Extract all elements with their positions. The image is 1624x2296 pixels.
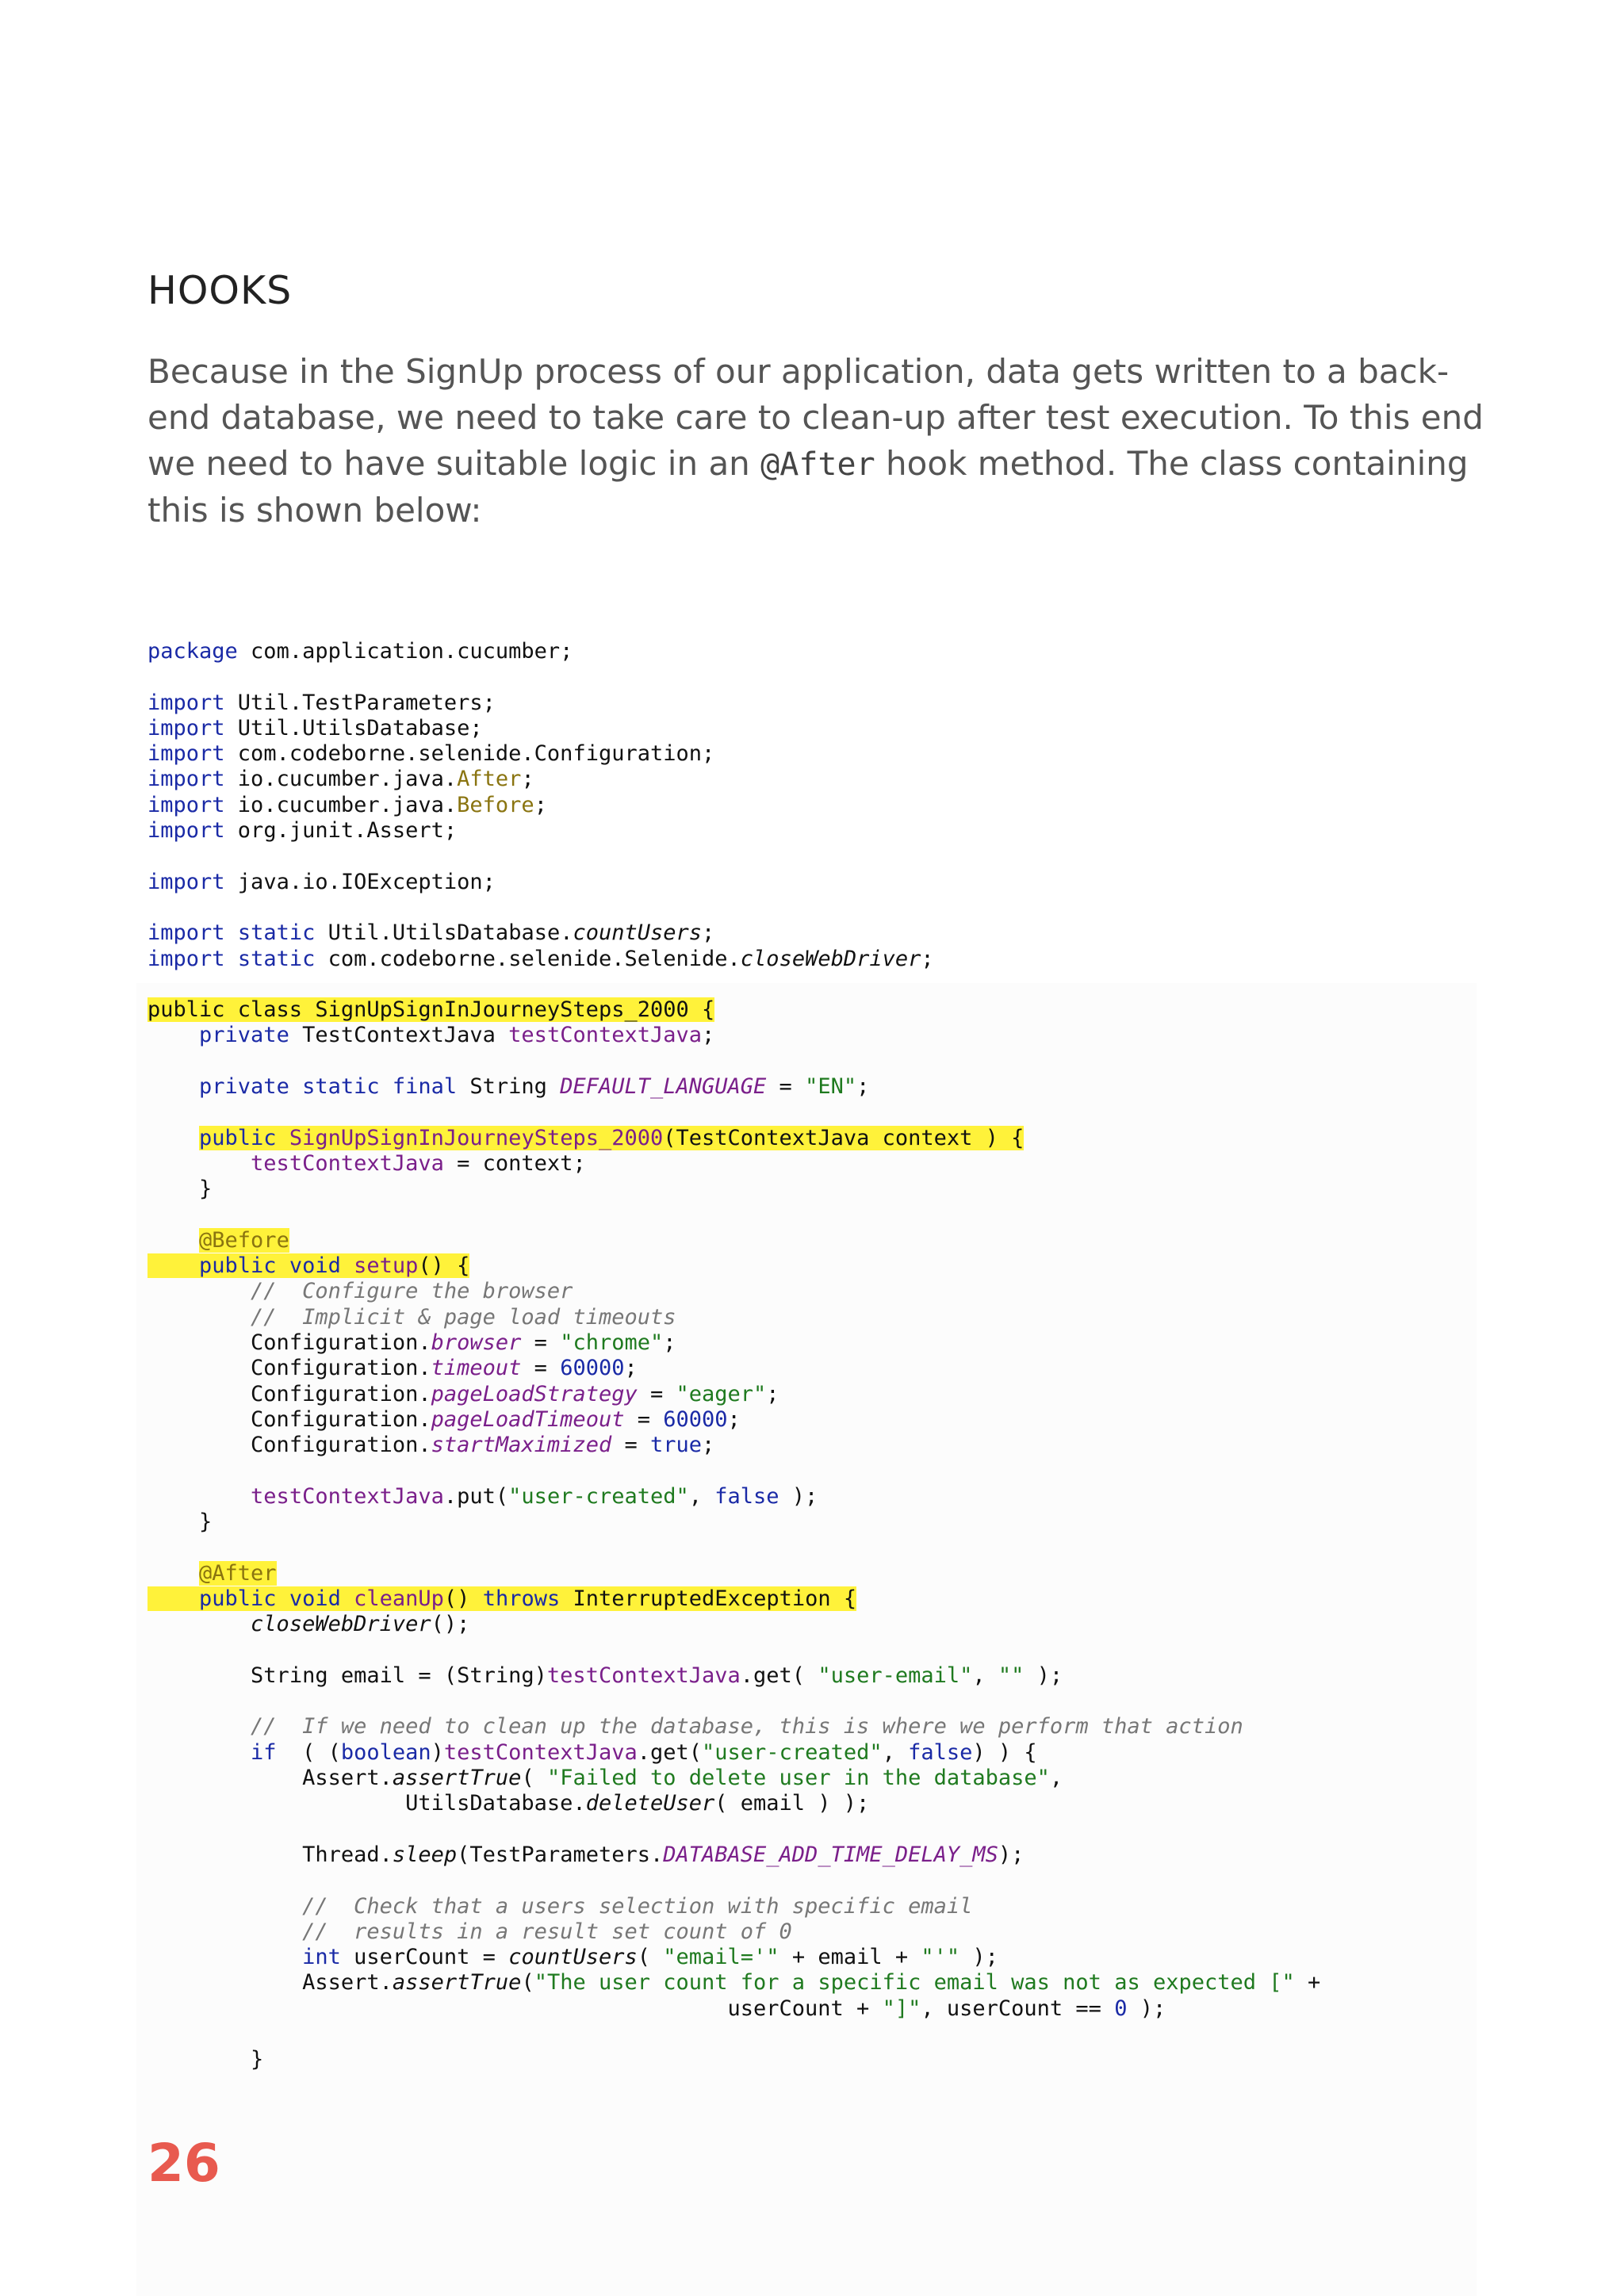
code-token: Util.TestParameters;	[224, 690, 496, 715]
code-token: "user-created"	[508, 1483, 689, 1509]
code-token: import	[147, 946, 225, 971]
code-token: import	[147, 920, 225, 946]
code-token: "Failed to delete user in the database"	[546, 1766, 1050, 1791]
code-token: pageLoadTimeout	[431, 1406, 625, 1432]
inline-code-after: @After	[760, 446, 875, 483]
code-token: DATABASE_ADD_TIME_DELAY_MS	[663, 1842, 998, 1867]
code-token: org.junit.Assert;	[224, 818, 458, 844]
code-line: testContextJava.put("user-created", false );	[251, 1483, 818, 1509]
code-line	[147, 870, 1320, 895]
code-line: import io.cucumber.java.After;	[147, 767, 534, 792]
code-token: DEFAULT_LANGUAGE	[560, 1074, 767, 1100]
code-token: }	[199, 1510, 213, 1535]
code-line	[147, 1177, 1320, 1202]
code-token: "EN"	[805, 1074, 857, 1100]
code-line: import static com.codeborne.selenide.Selenide.closeWebDriver;	[147, 946, 934, 971]
code-line	[147, 716, 1320, 741]
code-token: = context;	[443, 1150, 586, 1176]
code-token: // Implicit & page load timeouts	[251, 1304, 676, 1330]
section-heading: HOOKS	[147, 268, 293, 313]
code-token: // results in a result set count of 0	[302, 1919, 792, 1944]
code-token: @After	[199, 1560, 277, 1586]
code-token: import	[147, 767, 225, 792]
code-token: Assert.	[302, 1970, 393, 1996]
highlight-span	[147, 1253, 469, 1278]
code-line	[147, 818, 1320, 844]
code-line	[147, 972, 1320, 997]
code-line: Configuration.browser = "chrome";	[251, 1330, 676, 1356]
code-line: Configuration.pageLoadTimeout = 60000;	[251, 1406, 741, 1432]
code-token: TestContextJava	[289, 1023, 509, 1048]
code-token: public	[199, 1125, 277, 1150]
code-token: package	[147, 639, 238, 664]
code-line	[147, 1203, 1320, 1228]
code-token: boolean	[340, 1739, 431, 1765]
code-line: if ( (boolean)testContextJava.get("user-created", false) ) {	[251, 1739, 1037, 1765]
code-token: Before	[457, 792, 534, 817]
code-line	[147, 1868, 1320, 1893]
code-token: com.codeborne.selenide.Configuration;	[224, 741, 715, 767]
code-token: .put(	[443, 1483, 509, 1509]
paragraph-text: Because in the SignUp process of our application, data gets written to a back-end database, we need to take care to clean-up after test execution. To this end we need to have suitable logic in an	[147, 352, 1484, 483]
code-token: "chrome"	[560, 1330, 664, 1356]
code-token: "The user count for a specific email was not as expected ["	[534, 1970, 1295, 1996]
code-line	[147, 1279, 1320, 1304]
code-token: @Before	[199, 1227, 289, 1253]
code-line	[147, 1100, 1320, 1125]
code-token: testContextJava	[251, 1150, 444, 1176]
code-token: import	[147, 715, 225, 740]
code-token: import	[147, 741, 225, 767]
code-token: throws	[482, 1586, 561, 1611]
code-token: browser	[431, 1330, 522, 1356]
code-line: Configuration.startMaximized = true;	[251, 1433, 715, 1458]
code-token: ( email ) );	[714, 1791, 870, 1816]
code-token: static	[237, 920, 316, 946]
code-line	[147, 1791, 1320, 1816]
code-line	[147, 1151, 1320, 1177]
code-token: 60000	[560, 1356, 625, 1381]
code-token: closeWebDriver	[740, 946, 921, 971]
highlight-span	[199, 1126, 1024, 1150]
highlight-span: public void cleanUp() throws InterruptedException {	[147, 1586, 856, 1611]
code-token: Configuration.	[251, 1356, 431, 1381]
code-line	[147, 1894, 1320, 1919]
page-number: 26	[147, 2133, 220, 2194]
code-token: // Configure the browser	[251, 1279, 573, 1304]
code-token: Configuration.	[251, 1433, 431, 1458]
code-token: int	[302, 1945, 341, 1970]
code-line	[147, 1228, 1320, 1253]
code-token: io.cucumber.java.	[224, 792, 458, 817]
code-line	[147, 1689, 1320, 1714]
code-token: setup	[354, 1253, 419, 1279]
code-line: import io.cucumber.java.Before;	[147, 792, 547, 817]
code-line	[147, 1126, 1320, 1151]
code-token: testContextJava	[508, 1023, 703, 1048]
code-line: Assert.assertTrue( "Failed to delete user in the database",	[302, 1766, 1063, 1791]
code-token: pageLoadStrategy	[431, 1381, 638, 1406]
code-token: startMaximized	[431, 1433, 612, 1458]
code-line	[147, 1586, 1320, 1612]
code-token: .get(	[740, 1663, 818, 1688]
code-token: if	[251, 1739, 277, 1765]
code-token: // If we need to clean up the database, this is where we perform that action	[251, 1714, 1243, 1739]
code-token: import	[147, 792, 225, 817]
code-line: Configuration.pageLoadStrategy = "eager";	[251, 1381, 779, 1406]
code-line: userCount + "]", userCount == 0 );	[147, 1996, 1166, 2021]
code-token: Thread.	[302, 1842, 393, 1867]
code-token: Util.UtilsDatabase;	[224, 715, 483, 740]
code-token: java.io.IOException;	[224, 869, 496, 894]
code-line: private static final String DEFAULT_LANGUAGE = "EN";	[199, 1074, 870, 1100]
code-line: private TestContextJava testContextJava;	[199, 1023, 715, 1048]
code-line	[147, 1305, 1320, 1330]
code-token: "user-created"	[702, 1739, 883, 1765]
paragraph-text: hook method. The class containing this is shown below:	[147, 444, 1469, 530]
code-line	[147, 1535, 1320, 1560]
code-line	[147, 2022, 1320, 2047]
code-line: int userCount = countUsers( "email='" + email + "'" );	[302, 1945, 998, 1970]
code-token: com.codeborne.selenide.Selenide.	[315, 946, 741, 971]
code-token: 0	[1114, 1996, 1128, 2021]
code-line: Thread.sleep(TestParameters.DATABASE_ADD_TIME_DELAY_MS);	[302, 1842, 1025, 1867]
code-token: private static final	[199, 1074, 458, 1100]
code-token: true	[649, 1433, 703, 1458]
code-token: Configuration.	[251, 1330, 431, 1356]
code-token: closeWebDriver	[251, 1612, 431, 1637]
code-line	[147, 1459, 1320, 1484]
code-token: userCount =	[340, 1945, 509, 1970]
code-listing	[147, 639, 1320, 2073]
code-token: Configuration.	[251, 1381, 431, 1406]
code-token: static	[237, 946, 316, 971]
code-token: deleteUser	[585, 1791, 715, 1816]
code-token: private	[199, 1023, 289, 1048]
code-token: SignUpSignInJourneySteps_2000	[289, 1125, 664, 1150]
code-token: "'"	[921, 1945, 960, 1970]
code-token: (TestContextJava context ) {	[663, 1125, 1025, 1150]
code-token: InterruptedException {	[573, 1586, 857, 1611]
intro-paragraph	[147, 349, 1488, 534]
code-token: // Check that a users selection with specific email	[302, 1893, 973, 1919]
code-line: Assert.assertTrue("The user count for a specific email was not as expected [" +	[302, 1970, 1321, 1996]
code-line	[147, 1510, 1320, 1535]
code-token: false	[908, 1739, 973, 1765]
code-token: sleep	[392, 1842, 458, 1867]
code-token: false	[714, 1483, 779, 1509]
code-line	[147, 1714, 1320, 1739]
code-token: String email = (String)	[251, 1663, 547, 1688]
code-token: () {	[418, 1253, 470, 1279]
code-token: "user-email"	[818, 1663, 973, 1688]
code-token: After	[457, 767, 522, 792]
code-line	[147, 1049, 1320, 1074]
code-line	[147, 741, 1320, 767]
code-line	[147, 639, 1320, 664]
code-token: timeout	[431, 1356, 522, 1381]
code-token: assertTrue	[392, 1970, 522, 1996]
code-token: assertTrue	[392, 1766, 522, 1791]
code-line	[147, 1638, 1320, 1663]
code-token: countUsers	[508, 1945, 638, 1970]
code-line	[147, 1817, 1320, 1843]
code-line	[147, 895, 1320, 920]
code-token: 60000	[663, 1406, 728, 1432]
code-line: Configuration.timeout = 60000;	[251, 1356, 638, 1381]
code-token: }	[199, 1177, 213, 1202]
code-token: );	[779, 1483, 818, 1509]
code-token: Configuration.	[251, 1406, 431, 1432]
code-token: import	[147, 690, 225, 715]
code-line	[147, 664, 1320, 690]
code-line	[147, 691, 1320, 716]
code-token: public void	[199, 1253, 341, 1279]
code-token: countUsers	[573, 920, 703, 946]
code-line	[147, 1919, 1320, 1945]
code-token: testContextJava	[251, 1483, 444, 1509]
code-token: (TestParameters.	[457, 1842, 664, 1867]
code-token: ""	[998, 1663, 1025, 1688]
code-line: import static Util.UtilsDatabase.countUsers;	[147, 920, 715, 946]
code-line: closeWebDriver();	[251, 1612, 470, 1637]
code-line: String email = (String)testContextJava.get( "user-email", "" );	[251, 1663, 1063, 1688]
code-token: "]"	[882, 1996, 921, 2021]
code-token: io.cucumber.java.	[224, 767, 458, 792]
code-line	[147, 844, 1320, 869]
code-token: com.application.cucumber;	[237, 639, 573, 664]
code-line	[147, 1253, 1320, 1279]
code-token: import	[147, 869, 225, 894]
code-token: Assert.	[302, 1766, 393, 1791]
code-token: cleanUp	[354, 1586, 444, 1611]
code-token: Util.UtilsDatabase.	[315, 920, 573, 946]
code-line	[147, 1561, 1320, 1586]
code-token: String	[457, 1074, 561, 1100]
code-token: public void	[199, 1586, 341, 1611]
code-token: public class SignUpSignInJourneySteps_2000 {	[147, 997, 715, 1023]
code-token: import	[147, 818, 225, 844]
code-token: testContextJava	[546, 1663, 741, 1688]
code-token: "eager"	[676, 1381, 767, 1406]
code-line	[147, 997, 1320, 1023]
code-line	[147, 2047, 1320, 2072]
code-token: UtilsDatabase.	[405, 1791, 586, 1816]
code-token: testContextJava	[443, 1739, 638, 1765]
code-token: "email='"	[663, 1945, 779, 1970]
code-token: }	[251, 2047, 264, 2072]
